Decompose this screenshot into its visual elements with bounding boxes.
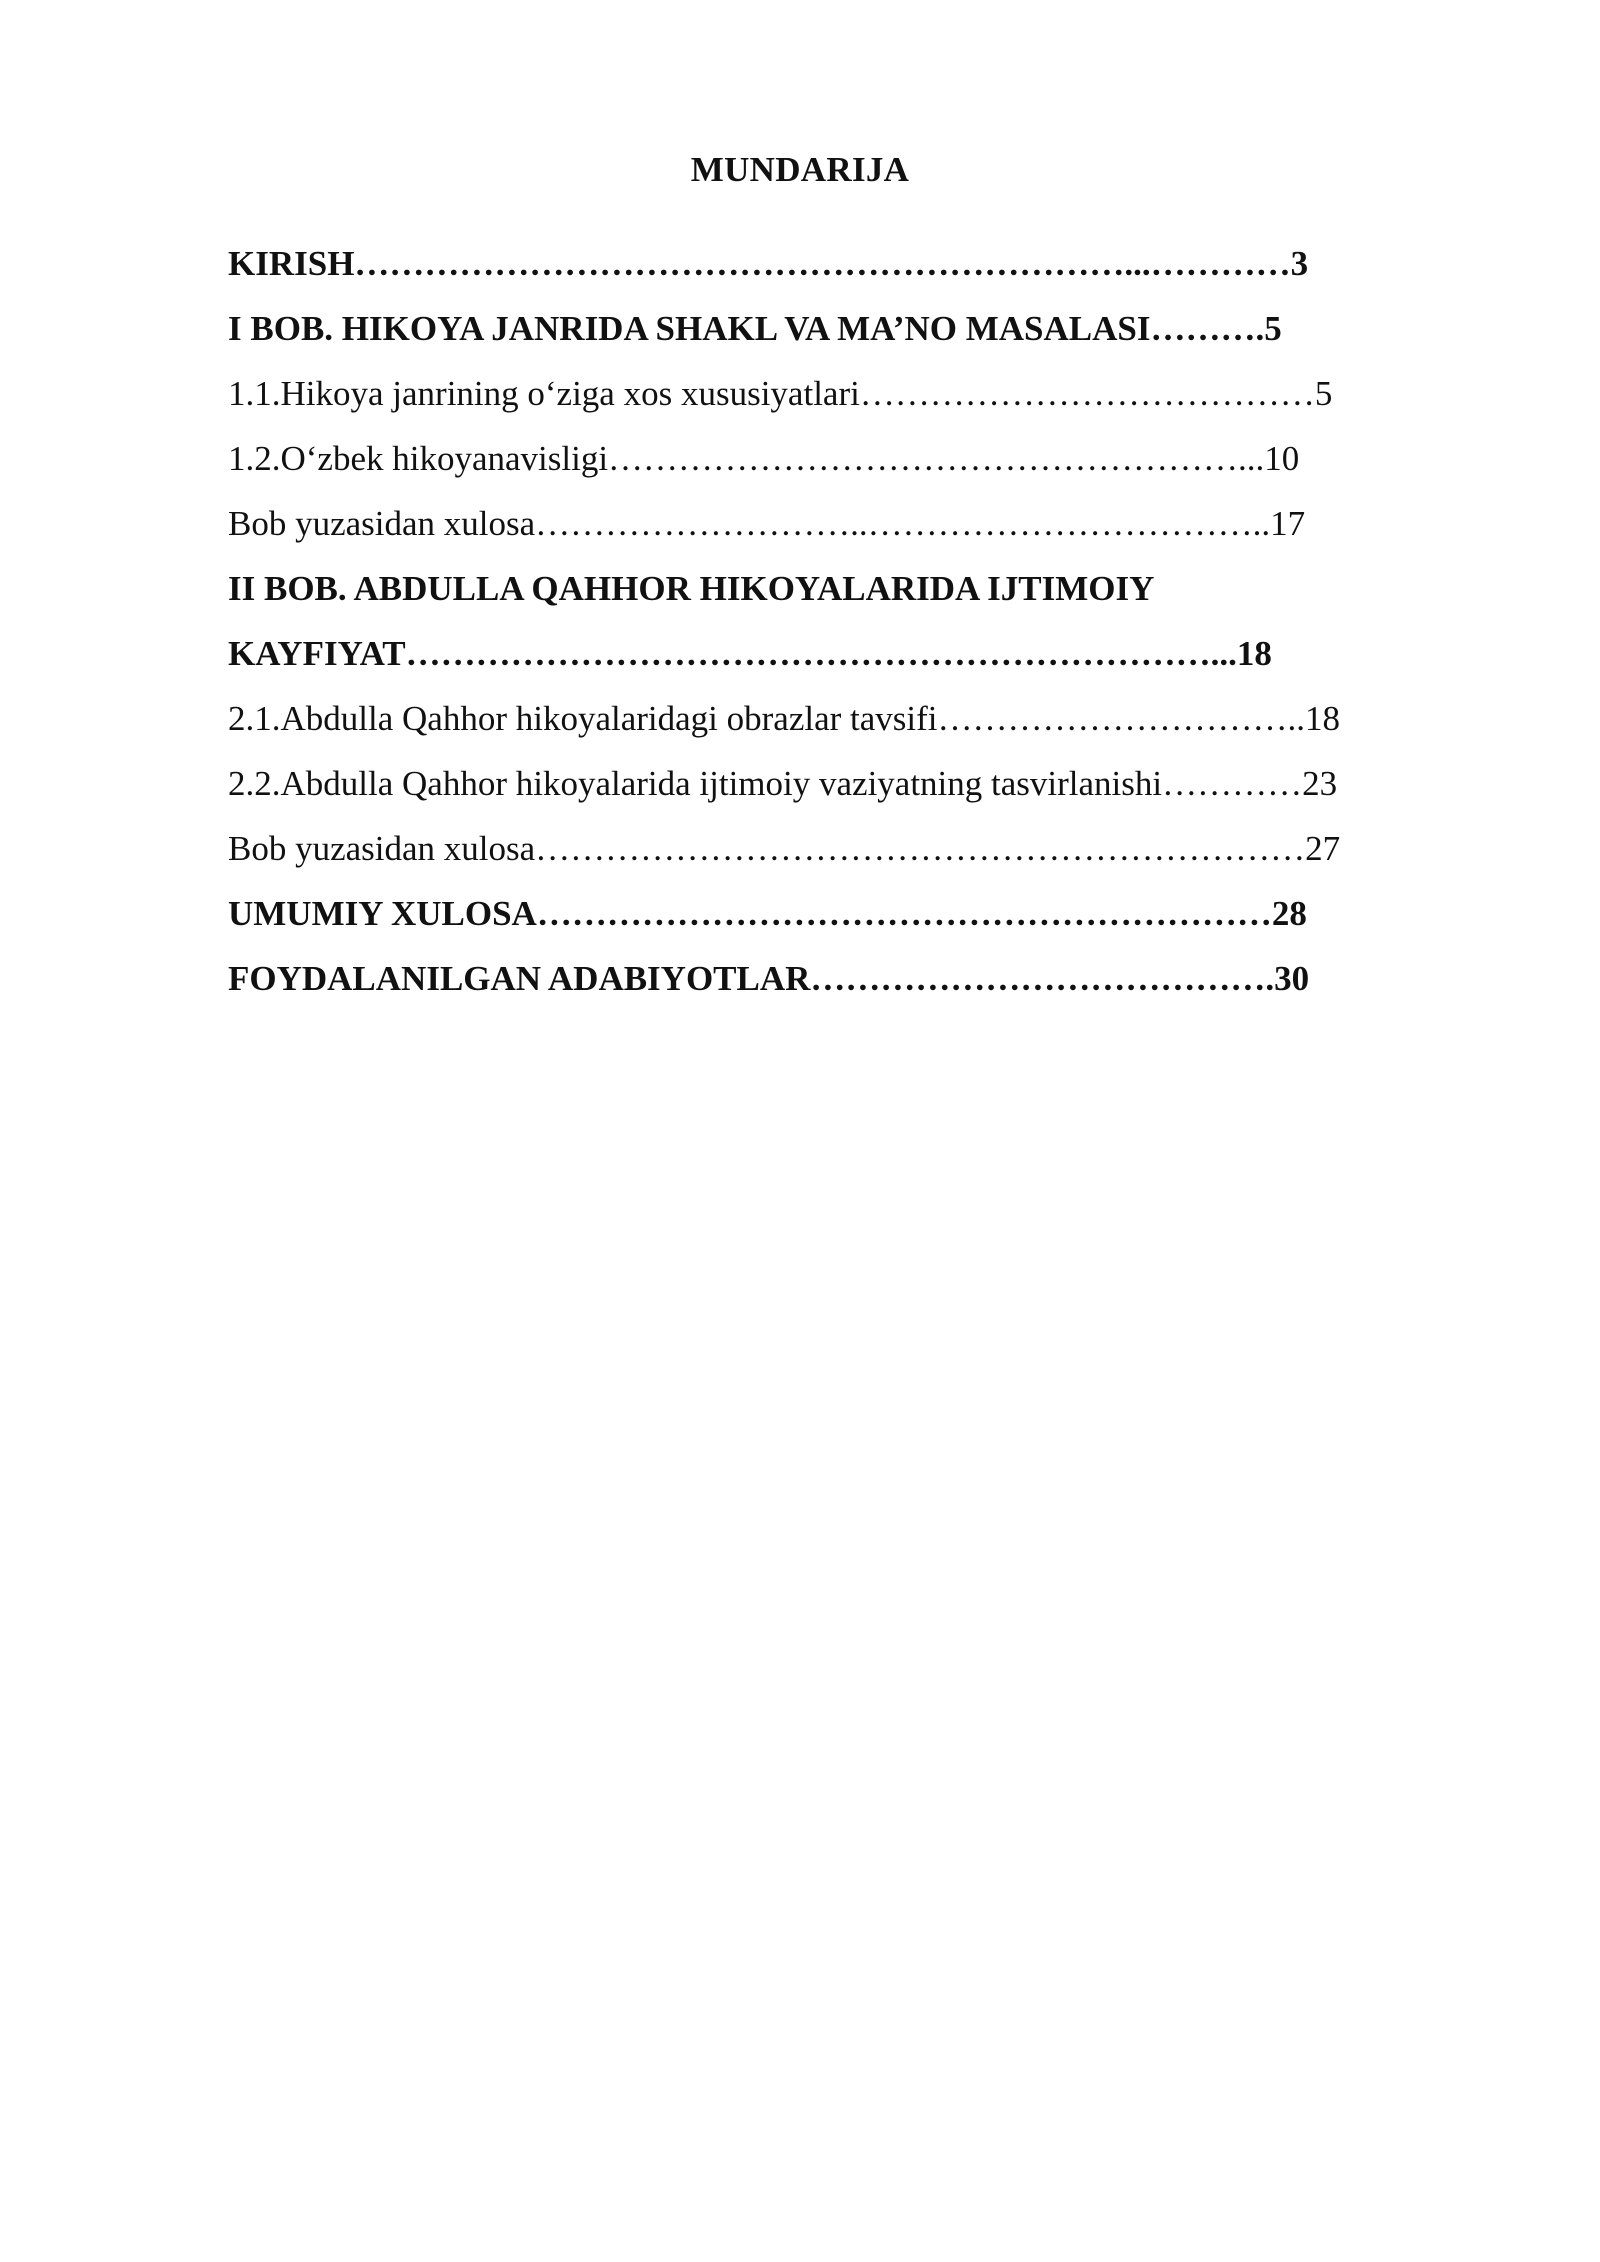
toc-entry-kirish [228, 236, 1428, 301]
toc-entry-text: Bob yuzasidan xulosa…………………………………………………………27 [228, 829, 1341, 868]
toc-entry-text: 1.1.Hikoya janrining o‘ziga xos xususiyatlari…………………………………5 [228, 374, 1333, 413]
toc-entry-text: KAYFIYAT……………………………………………………………...18 [228, 634, 1272, 673]
toc-entry-chapter-1-conclusion [228, 496, 1428, 561]
toc-entry-references [228, 951, 1428, 1016]
table-of-contents [228, 236, 1428, 1016]
toc-entry-text: KIRISH…………………………………………………………...…………3 [228, 244, 1309, 283]
toc-entry-general-conclusion [228, 886, 1428, 951]
toc-entry-chapter-2 [228, 561, 1428, 626]
toc-entry-section-1-1 [228, 366, 1428, 431]
toc-entry-chapter-2-cont [228, 626, 1428, 691]
page-title: MUNDARIJA [690, 150, 910, 189]
toc-entry-text: II BOB. ABDULLA QAHHOR HIKOYALARIDA IJTIMOIY [228, 569, 1155, 608]
toc-entry-text: FOYDALANILGAN ADABIYOTLAR………………………………….30 [228, 959, 1310, 998]
toc-entry-text: 1.2.O‘zbek hikoyanavisligi………………………………………………...10 [228, 439, 1300, 478]
toc-entry-chapter-2-conclusion [228, 821, 1428, 886]
toc-entry-text: 2.2.Abdulla Qahhor hikoyalarida ijtimoiy vaziyatning tasvirlanishi…………23 [228, 764, 1338, 803]
toc-entry-section-2-2 [228, 756, 1428, 821]
toc-entry-section-1-2 [228, 431, 1428, 496]
toc-entry-text: I BOB. HIKOYA JANRIDA SHAKL VA MA’NO MASALASI……….5 [228, 309, 1282, 348]
toc-entry-text: Bob yuzasidan xulosa………………………..……………………………..17 [228, 504, 1306, 543]
toc-entry-text: UMUMIY XULOSA………………………………………………………28 [228, 894, 1307, 933]
toc-entry-text: 2.1.Abdulla Qahhor hikoyalaridagi obrazlar tavsifi…………………………..18 [228, 699, 1341, 738]
toc-entry-chapter-1 [228, 301, 1428, 366]
toc-entry-section-2-1 [228, 691, 1428, 756]
